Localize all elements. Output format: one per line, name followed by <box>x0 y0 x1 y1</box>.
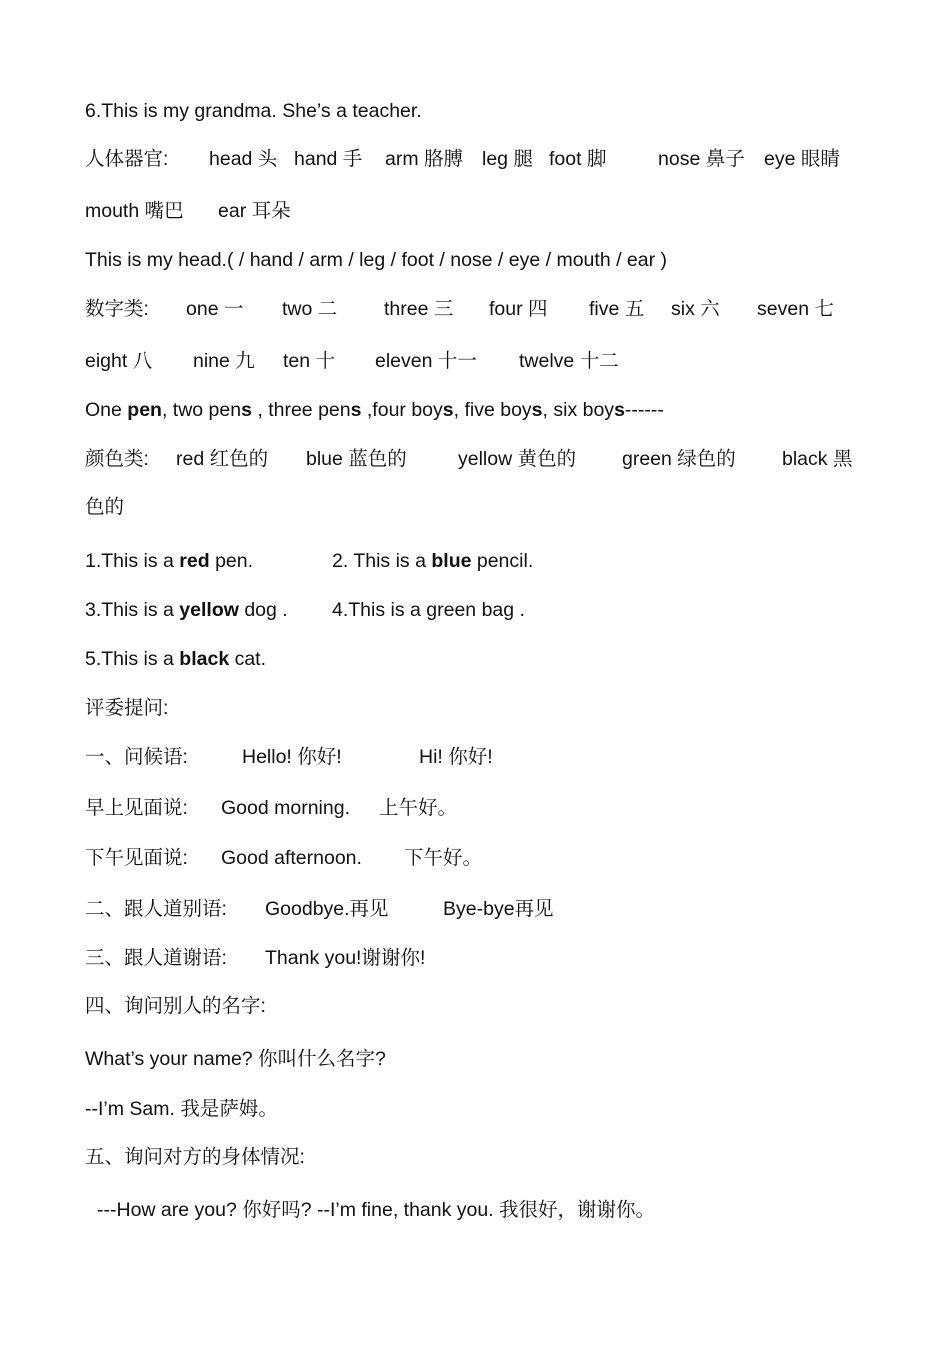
vocab-item: eleven 十一 <box>375 350 477 372</box>
plural-bold: s <box>241 399 252 421</box>
vocab-item: three 三 <box>384 298 454 320</box>
greeting-label: 一、问候语: <box>85 746 188 768</box>
morning-a: Good morning. <box>221 797 350 819</box>
plural-bold: s <box>531 399 543 421</box>
afternoon-line <box>85 846 482 870</box>
vocab-item: five 五 <box>589 298 645 320</box>
line-grandma: 6.This is my grandma. She’s a teacher. <box>85 100 422 122</box>
greeting-b: Hi! 你好! <box>419 746 493 768</box>
vocab-item: leg 腿 <box>482 148 533 170</box>
plural-bold: s <box>350 399 362 421</box>
morning-b: 上午好。 <box>379 797 458 819</box>
vocab-item: ten 十 <box>283 350 336 372</box>
greeting-a: Hello! 你好! <box>242 746 342 768</box>
plural-text: , two pen <box>161 399 242 421</box>
vocab-item: foot 脚 <box>549 148 607 170</box>
color-word: black <box>179 648 230 670</box>
sentence-text: 5.This is a <box>85 648 180 670</box>
sentence-3 <box>85 598 332 622</box>
sentence-text: pencil. <box>471 550 534 572</box>
plural-text: ,four boy <box>361 399 443 421</box>
vocab-item: one 一 <box>186 298 244 320</box>
sentence-4: 4.This is a green bag . <box>332 599 525 621</box>
name-question: What’s your name? 你叫什么名字? <box>85 1048 386 1070</box>
vocab-item: mouth 嘴巴 <box>85 200 184 222</box>
plural-line <box>85 398 664 422</box>
vocab-item: two 二 <box>282 298 338 320</box>
ask-health-heading: 五、询问对方的身体情况: <box>85 1146 305 1168</box>
goodbye-a: Goodbye.再见 <box>265 898 389 920</box>
vocab-item: four 四 <box>489 298 548 320</box>
sentence-row-2 <box>85 598 525 622</box>
thanks-a: Thank you!谢谢你! <box>265 947 426 969</box>
vocab-item: twelve 十二 <box>519 350 619 372</box>
thanks-label: 三、跟人道谢语: <box>85 947 227 969</box>
numbers-line <box>85 297 834 321</box>
health-dialogue: ---How are you? 你好吗? --I’m fine, thank you. 我很好，谢谢你。 <box>97 1199 656 1221</box>
vocab-item: green 绿色的 <box>622 448 736 470</box>
name-answer: --I’m Sam. 我是萨姆。 <box>85 1098 278 1120</box>
colors-label: 颜色类: <box>85 448 149 470</box>
morning-line <box>85 796 457 820</box>
plural-text: , six boy <box>542 399 615 421</box>
goodbye-line <box>85 897 554 921</box>
vocab-item: six 六 <box>671 298 720 320</box>
body-parts-line <box>85 147 840 171</box>
color-word: yellow <box>179 599 239 621</box>
body-parts-line-2 <box>85 199 291 223</box>
sentence-text: dog . <box>238 599 288 621</box>
plural-text: , three pen <box>251 399 351 421</box>
numbers-label: 数字类: <box>85 298 149 320</box>
ask-name-heading: 四、询问别人的名字: <box>85 995 266 1017</box>
thanks-line <box>85 946 425 970</box>
color-word: blue <box>431 550 472 572</box>
numbers-line-2 <box>85 349 619 373</box>
vocab-item: nine 九 <box>193 350 255 372</box>
body-parts-label: 人体器官: <box>85 148 169 170</box>
colors-line <box>85 447 852 471</box>
goodbye-b: Bye-bye再见 <box>443 898 554 920</box>
plural-text: One <box>85 399 128 421</box>
vocab-item: nose 鼻子 <box>658 148 745 170</box>
vocab-item: eye 眼睛 <box>764 148 840 170</box>
plural-bold: s <box>614 399 625 421</box>
sentence-text: 3.This is a <box>85 599 180 621</box>
vocab-item: seven 七 <box>757 298 834 320</box>
sentence-2 <box>332 549 533 573</box>
vocab-item: yellow 黄色的 <box>458 448 577 470</box>
sentence-5 <box>85 647 266 671</box>
afternoon-b: 下午好。 <box>404 847 483 869</box>
sentence-text: pen. <box>209 550 254 572</box>
color-word: red <box>179 550 210 572</box>
sentence-text: cat. <box>229 648 267 670</box>
greeting-line <box>85 745 493 769</box>
plural-text: ------ <box>624 399 664 421</box>
vocab-item: hand 手 <box>294 148 363 170</box>
morning-label: 早上见面说: <box>85 797 188 819</box>
vocab-item: ear 耳朵 <box>218 200 291 222</box>
vocab-item: arm 胳膊 <box>385 148 464 170</box>
sentence-row-1 <box>85 549 533 573</box>
line-this-is-my-head: This is my head.( / hand / arm / leg / foot / nose / eye / mouth / ear ) <box>85 249 668 271</box>
vocab-item: eight 八 <box>85 350 153 372</box>
plural-bold: pen <box>127 399 162 421</box>
sentence-text: 2. This is a <box>332 550 432 572</box>
vocab-item: black 黑 <box>782 448 853 470</box>
vocab-item: head 头 <box>209 148 278 170</box>
vocab-item: blue 蓝色的 <box>306 448 407 470</box>
plural-bold: s <box>442 399 454 421</box>
judges-heading: 评委提问: <box>85 697 169 719</box>
colors-wrap: 色的 <box>85 496 125 518</box>
sentence-1 <box>85 549 332 573</box>
sentence-text: 1.This is a <box>85 550 180 572</box>
afternoon-label: 下午见面说: <box>85 847 188 869</box>
plural-text: , five boy <box>453 399 532 421</box>
afternoon-a: Good afternoon. <box>221 847 362 869</box>
vocab-item: red 红色的 <box>176 448 269 470</box>
goodbye-label: 二、跟人道别语: <box>85 898 227 920</box>
